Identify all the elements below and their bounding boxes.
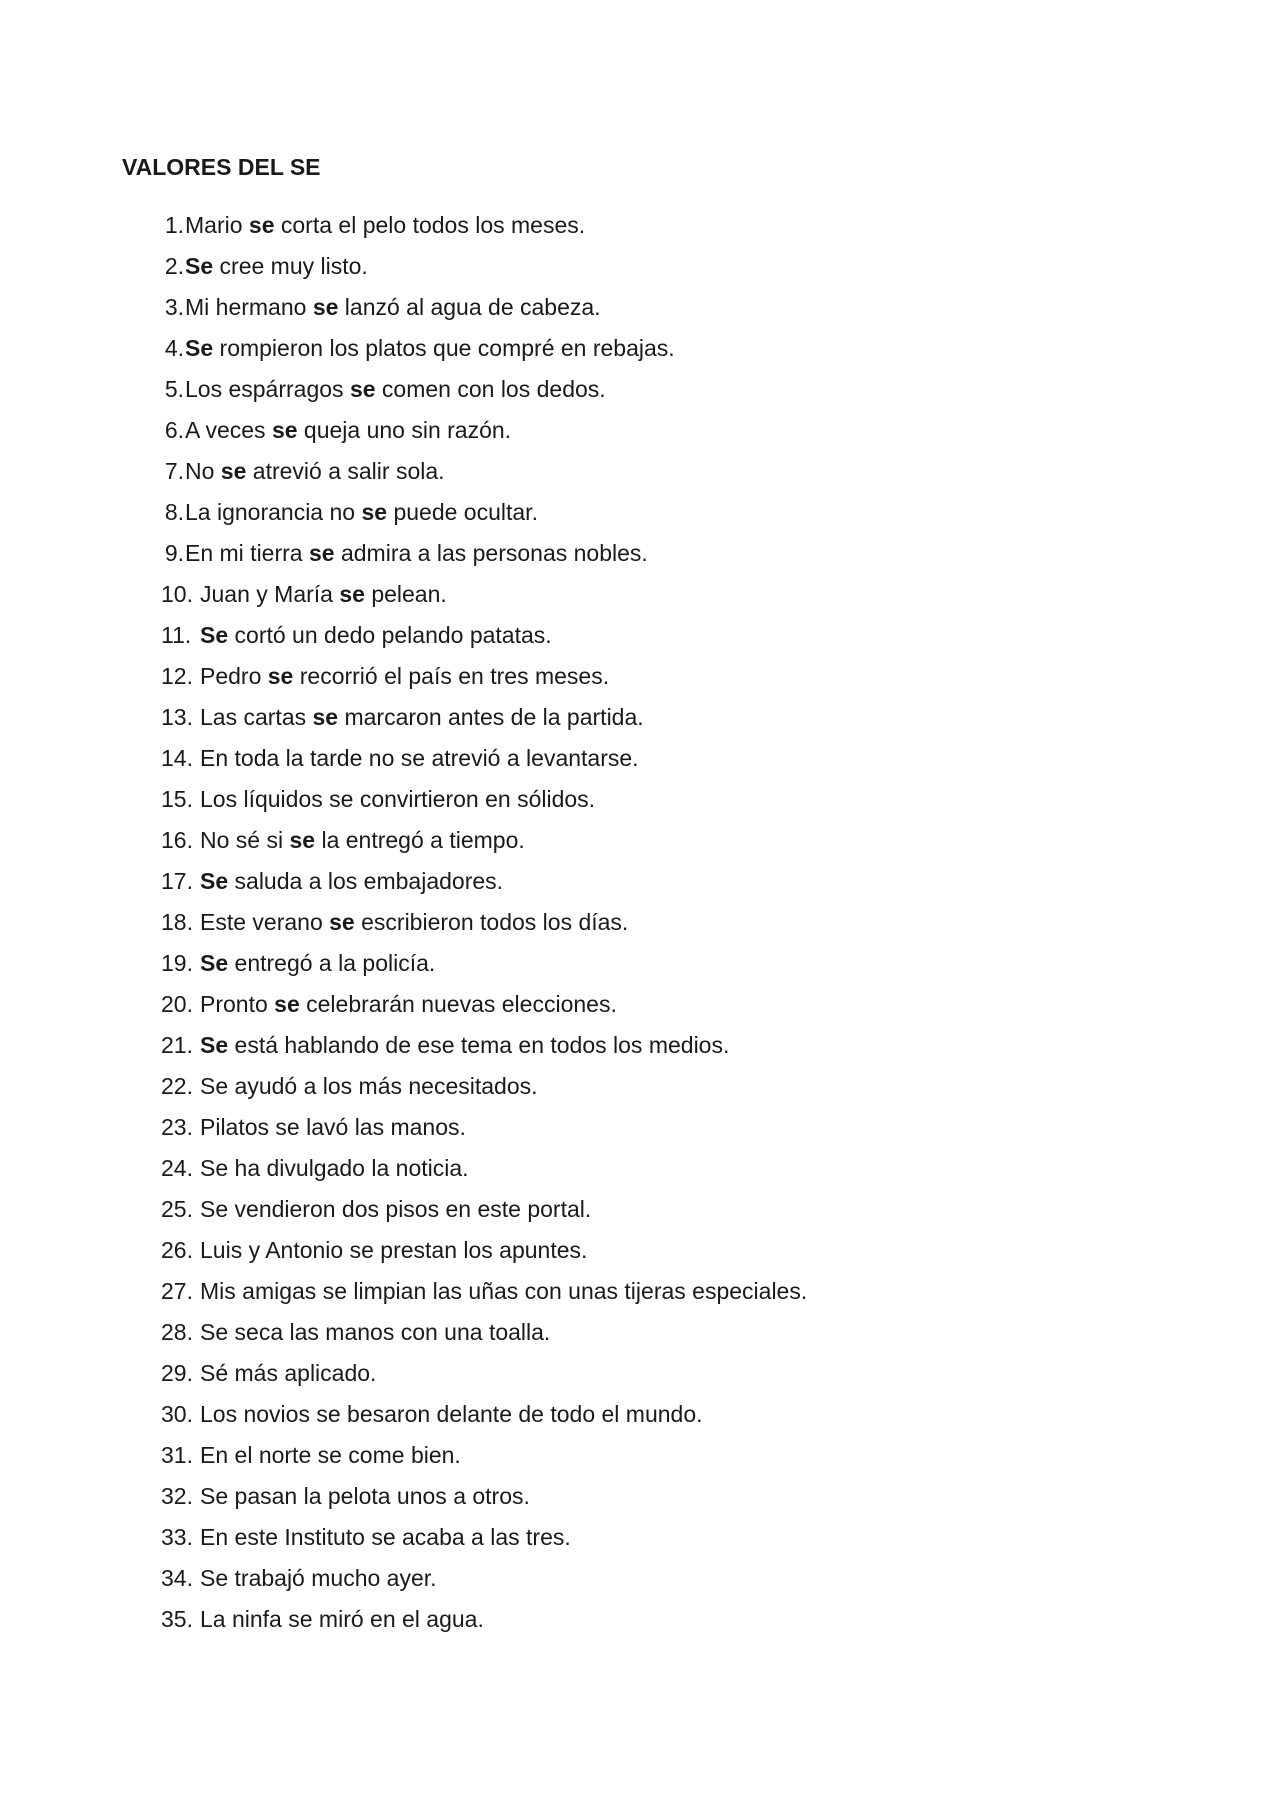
list-item: [0, 454, 1280, 495]
sentence-fragment: pelean.: [364, 581, 447, 607]
item-sentence: [200, 987, 617, 1021]
item-sentence: [200, 1233, 587, 1267]
highlighted-se: se: [267, 663, 294, 689]
item-sentence: [185, 454, 445, 488]
sentence-fragment: cree muy listo.: [213, 253, 368, 279]
sentence-fragment: Mi hermano: [185, 294, 313, 320]
item-number: 2.: [164, 253, 184, 279]
item-number: 8.: [164, 499, 184, 525]
list-item: [0, 1356, 1280, 1397]
list-item: [0, 618, 1280, 659]
highlighted-se: se: [220, 458, 247, 484]
list-item: [0, 249, 1280, 290]
list-item: [0, 331, 1280, 372]
item-number: 4.: [164, 335, 184, 361]
sentence-fragment: En este Instituto se acaba a las tres.: [200, 1524, 571, 1550]
highlighted-se: se: [308, 540, 335, 566]
item-sentence: [185, 249, 368, 283]
sentence-fragment: atrevió a salir sola.: [246, 458, 445, 484]
item-number: 16.: [161, 827, 193, 853]
list-item: [0, 864, 1280, 905]
item-sentence: [200, 1479, 530, 1513]
item-sentence: [200, 1315, 550, 1349]
item-number: 30.: [161, 1401, 193, 1427]
list-item: [0, 1561, 1280, 1602]
list-item: [0, 782, 1280, 823]
item-sentence: [200, 1561, 437, 1595]
item-number: 21.: [161, 1032, 193, 1058]
highlighted-se: Se: [185, 335, 214, 361]
item-number: 31.: [161, 1442, 193, 1468]
sentence-fragment: Mis amigas se limpian las uñas con unas tijeras especiales.: [200, 1278, 808, 1304]
list-item: [0, 1028, 1280, 1069]
sentence-fragment: No: [185, 458, 221, 484]
item-sentence: [200, 823, 525, 857]
item-sentence: [200, 1438, 461, 1472]
highlighted-se: Se: [185, 253, 214, 279]
item-number: 20.: [161, 991, 193, 1017]
list-item: [0, 1274, 1280, 1315]
sentence-fragment: Pedro: [200, 663, 268, 689]
item-sentence: [200, 1602, 484, 1636]
sentence-fragment: Los novios se besaron delante de todo el mundo.: [200, 1401, 703, 1427]
item-sentence: [200, 618, 552, 652]
list-item: [0, 495, 1280, 536]
sentence-fragment: Este verano: [200, 909, 330, 935]
item-sentence: [200, 741, 639, 775]
item-number: 7.: [164, 458, 184, 484]
list-item: [0, 700, 1280, 741]
sentence-fragment: celebrarán nuevas elecciones.: [299, 991, 617, 1017]
item-sentence: [185, 372, 606, 406]
sentence-fragment: marcaron antes de la partida.: [338, 704, 644, 730]
list-item: [0, 1110, 1280, 1151]
list-item: [0, 1192, 1280, 1233]
sentence-fragment: Juan y María: [200, 581, 340, 607]
list-item: [0, 1479, 1280, 1520]
sentence-fragment: En toda la tarde no se atrevió a levantarse.: [200, 745, 639, 771]
highlighted-se: se: [248, 212, 275, 238]
item-number: 9.: [164, 540, 184, 566]
list-item: [0, 577, 1280, 618]
sentence-fragment: Sé más aplicado.: [200, 1360, 377, 1386]
highlighted-se: se: [312, 294, 339, 320]
sentence-fragment: escribieron todos los días.: [354, 909, 629, 935]
highlighted-se: se: [271, 417, 298, 443]
item-number: 32.: [161, 1483, 193, 1509]
list-item: [0, 372, 1280, 413]
sentence-fragment: Mario: [185, 212, 249, 238]
sentence-fragment: Los líquidos se convirtieron en sólidos.: [200, 786, 596, 812]
sentence-fragment: Se seca las manos con una toalla.: [200, 1319, 551, 1345]
highlighted-se: se: [349, 376, 376, 402]
sentence-fragment: recorrió el país en tres meses.: [293, 663, 610, 689]
list-item: [0, 290, 1280, 331]
sentence-fragment: saluda a los embajadores.: [228, 868, 504, 894]
highlighted-se: Se: [200, 622, 229, 648]
list-item: [0, 741, 1280, 782]
list-item: [0, 1520, 1280, 1561]
item-number: 33.: [161, 1524, 193, 1550]
item-number: 10.: [161, 581, 193, 607]
item-number: 11.: [161, 622, 192, 648]
item-number: 6.: [164, 417, 184, 443]
item-number: 35.: [161, 1606, 193, 1632]
sentence-fragment: Pilatos se lavó las manos.: [200, 1114, 466, 1140]
item-number: 25.: [161, 1196, 193, 1222]
list-item: [0, 1438, 1280, 1479]
item-sentence: [200, 659, 609, 693]
item-sentence: [200, 905, 628, 939]
sentence-fragment: cortó un dedo pelando patatas.: [228, 622, 552, 648]
sentence-fragment: está hablando de ese tema en todos los medios.: [228, 1032, 730, 1058]
item-sentence: [200, 1069, 538, 1103]
document-title: VALORES DEL SE: [122, 154, 321, 180]
sentence-fragment: rompieron los platos que compré en rebajas.: [213, 335, 675, 361]
sentence-fragment: la entregó a tiempo.: [315, 827, 525, 853]
item-number: 17.: [161, 868, 193, 894]
sentence-fragment: En mi tierra: [185, 540, 309, 566]
item-number: 28.: [161, 1319, 193, 1345]
item-number: 18.: [161, 909, 193, 935]
highlighted-se: Se: [200, 868, 229, 894]
highlighted-se: se: [289, 827, 316, 853]
item-sentence: [185, 331, 675, 365]
sentence-fragment: puede ocultar.: [387, 499, 538, 525]
item-sentence: [185, 413, 511, 447]
sentence-fragment: Se trabajó mucho ayer.: [200, 1565, 437, 1591]
list-item: [0, 413, 1280, 454]
sentence-fragment: La ninfa se miró en el agua.: [200, 1606, 484, 1632]
list-item: [0, 208, 1280, 249]
item-sentence: [185, 495, 538, 529]
sentence-fragment: Se ayudó a los más necesitados.: [200, 1073, 538, 1099]
item-sentence: [200, 1520, 571, 1554]
highlighted-se: se: [339, 581, 365, 607]
item-number: 24.: [161, 1155, 193, 1181]
sentence-fragment: Luis y Antonio se prestan los apuntes.: [200, 1237, 588, 1263]
list-item: [0, 1315, 1280, 1356]
sentence-fragment: corta el pelo todos los meses.: [274, 212, 586, 238]
sentence-fragment: Las cartas: [200, 704, 313, 730]
item-sentence: [200, 946, 435, 980]
item-sentence: [200, 782, 595, 816]
item-sentence: [200, 1028, 729, 1062]
item-sentence: [200, 1192, 591, 1226]
item-number: 3.: [164, 294, 184, 320]
item-number: 27.: [161, 1278, 193, 1304]
list-item: [0, 1069, 1280, 1110]
item-sentence: [200, 1397, 703, 1431]
list-item: [0, 823, 1280, 864]
sentence-fragment: En el norte se come bien.: [200, 1442, 461, 1468]
sentence-fragment: No sé si: [200, 827, 290, 853]
list-item: [0, 1233, 1280, 1274]
item-number: 5.: [164, 376, 184, 402]
sentence-fragment: Se ha divulgado la noticia.: [200, 1155, 469, 1181]
item-sentence: [200, 864, 503, 898]
item-number: 12.: [161, 663, 193, 689]
sentence-fragment: entregó a la policía.: [228, 950, 436, 976]
item-number: 29.: [161, 1360, 193, 1386]
item-sentence: [200, 1356, 376, 1390]
highlighted-se: Se: [200, 950, 229, 976]
item-number: 34.: [161, 1565, 193, 1591]
item-number: 1.: [164, 212, 184, 238]
item-sentence: [200, 1151, 469, 1185]
item-sentence: [185, 536, 648, 570]
item-number: 26.: [161, 1237, 193, 1263]
sentence-fragment: queja uno sin razón.: [297, 417, 512, 443]
item-number: 13.: [161, 704, 193, 730]
item-sentence: [200, 1274, 807, 1308]
list-item: [0, 905, 1280, 946]
highlighted-se: se: [361, 499, 388, 525]
sentence-fragment: La ignorancia no: [185, 499, 362, 525]
item-number: 14.: [161, 745, 193, 771]
highlighted-se: se: [329, 909, 355, 935]
item-number: 23.: [161, 1114, 193, 1140]
sentence-fragment: Pronto: [200, 991, 275, 1017]
item-number: 19.: [161, 950, 193, 976]
exercise-list: [0, 208, 1280, 1643]
highlighted-se: se: [274, 991, 300, 1017]
item-number: 22.: [161, 1073, 193, 1099]
list-item: [0, 659, 1280, 700]
item-sentence: [200, 1110, 466, 1144]
item-sentence: [200, 700, 644, 734]
item-sentence: [185, 290, 601, 324]
sentence-fragment: Los espárragos: [185, 376, 350, 402]
sentence-fragment: A veces: [185, 417, 272, 443]
sentence-fragment: comen con los dedos.: [375, 376, 606, 402]
sentence-fragment: Se pasan la pelota unos a otros.: [200, 1483, 530, 1509]
item-sentence: [185, 208, 585, 242]
list-item: [0, 987, 1280, 1028]
list-item: [0, 536, 1280, 577]
sentence-fragment: Se vendieron dos pisos en este portal.: [200, 1196, 592, 1222]
sentence-fragment: lanzó al agua de cabeza.: [338, 294, 601, 320]
highlighted-se: se: [312, 704, 339, 730]
highlighted-se: Se: [200, 1032, 229, 1058]
list-item: [0, 1602, 1280, 1643]
item-sentence: [200, 577, 447, 611]
list-item: [0, 1151, 1280, 1192]
list-item: [0, 946, 1280, 987]
item-number: 15.: [161, 786, 193, 812]
list-item: [0, 1397, 1280, 1438]
sentence-fragment: admira a las personas nobles.: [334, 540, 648, 566]
